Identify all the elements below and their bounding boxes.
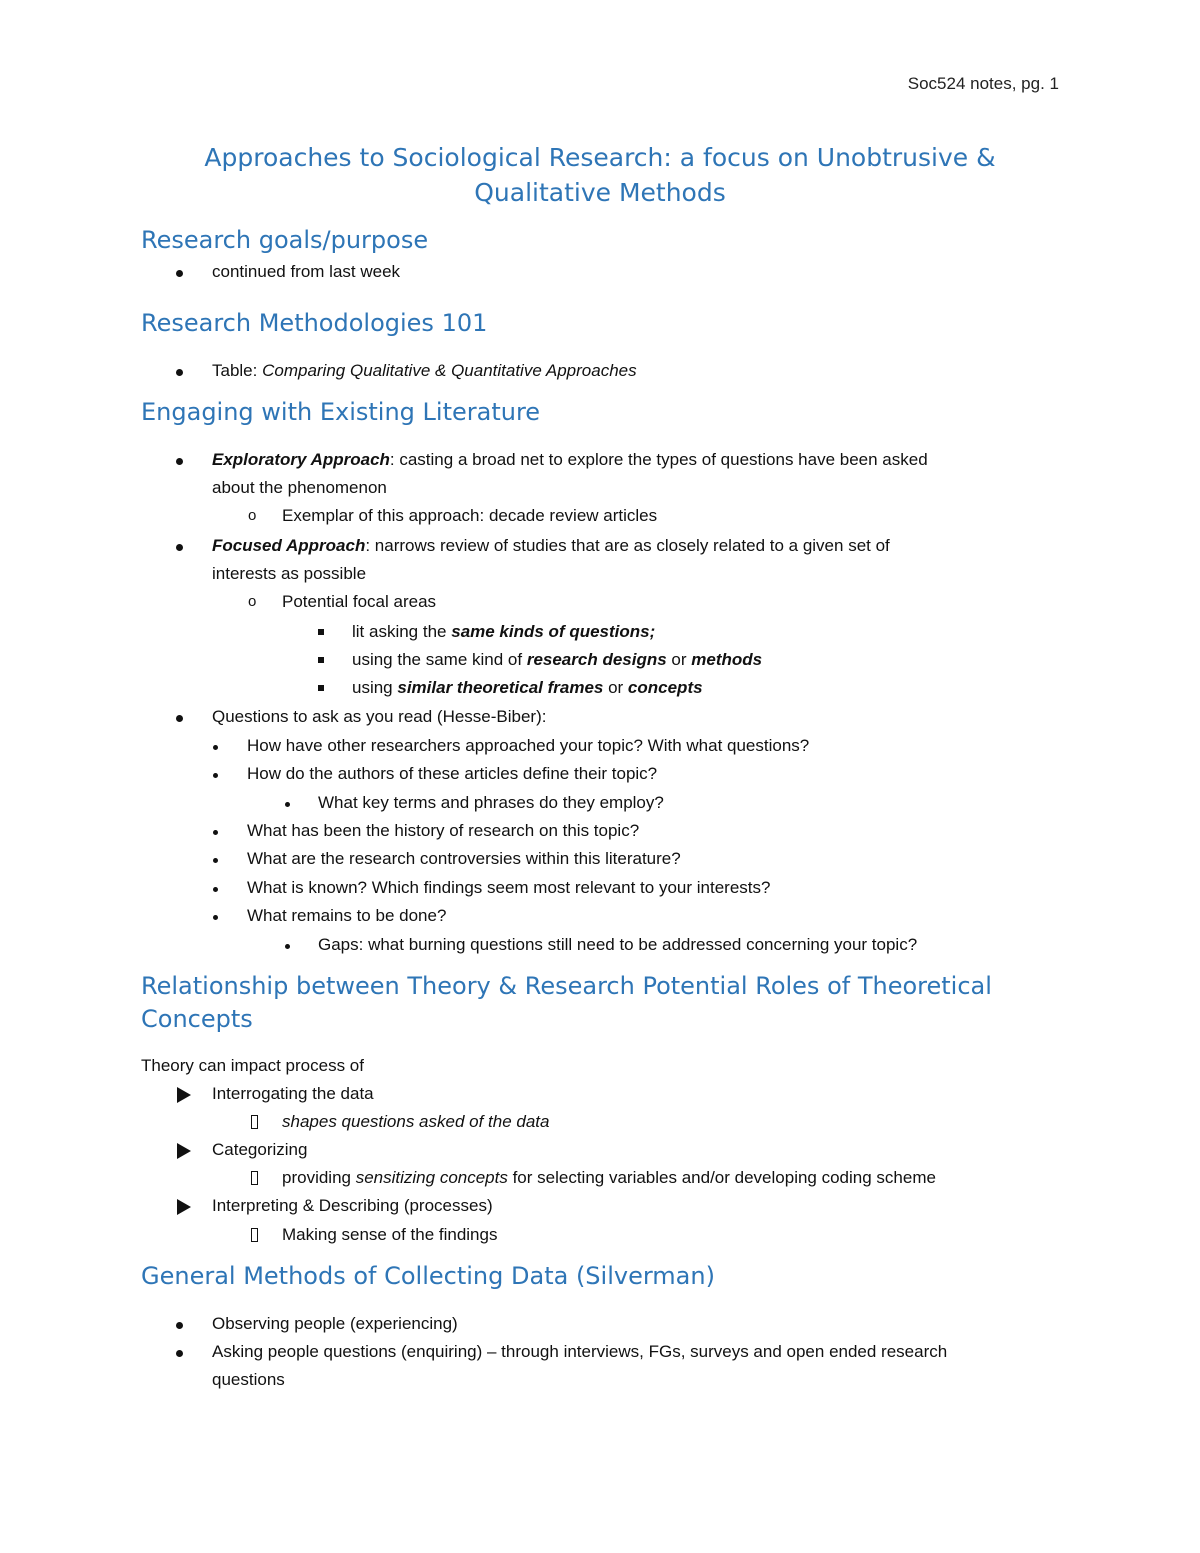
methodologies-item: Table: Comparing Qualitative & Quantitative Approaches — [212, 361, 637, 380]
arrow-bullet-icon — [177, 1143, 191, 1159]
focal-area-2: using the same kind of research designs or methods — [352, 650, 763, 669]
exploratory-approach-cont: about the phenomenon — [212, 478, 387, 497]
heading-research-goals: Research goals/purpose — [141, 226, 429, 254]
bullet-icon — [213, 858, 218, 863]
bullet-icon — [176, 715, 183, 722]
square-bullet-icon — [318, 629, 324, 635]
theory-intro: Theory can impact process of — [141, 1056, 364, 1075]
bullet-icon — [213, 773, 218, 778]
focal-area-3: using similar theoretical frames or concepts — [352, 678, 703, 697]
exploratory-sub: Exemplar of this approach: decade review articles — [282, 506, 658, 525]
focal-areas: Potential focal areas — [282, 592, 437, 611]
bullet-icon — [285, 944, 290, 949]
bullet-icon — [176, 458, 183, 465]
heading-engaging-literature: Engaging with Existing Literature — [141, 398, 541, 426]
collecting-item-2: Asking people questions (enquiring) – through interviews, FGs, surveys and open ended research — [212, 1342, 948, 1361]
focused-approach: Focused Approach: narrows review of studies that are as closely related to a given set of — [212, 536, 890, 555]
question-6: What remains to be done? — [247, 906, 447, 925]
box-bullet-icon — [251, 1171, 258, 1185]
page-header: Soc524 notes, pg. 1 — [907, 74, 1059, 93]
collecting-item-2-cont: questions — [212, 1370, 285, 1389]
heading-research-methodologies: Research Methodologies 101 — [141, 309, 488, 337]
heading-collecting-data: General Methods of Collecting Data (Silverman) — [141, 1262, 715, 1290]
goals-item: continued from last week — [212, 262, 401, 281]
question-5: What is known? Which findings seem most relevant to your interests? — [247, 878, 771, 897]
question-1: How have other researchers approached your topic? With what questions? — [247, 736, 810, 755]
bullet-icon — [213, 887, 218, 892]
exploratory-approach: Exploratory Approach: casting a broad net to explore the types of questions have been asked — [212, 450, 928, 469]
collecting-item-1: Observing people (experiencing) — [212, 1314, 458, 1333]
theory-item-1: Interrogating the data — [212, 1084, 374, 1103]
question-2a: What key terms and phrases do they employ? — [318, 793, 664, 812]
question-6a: Gaps: what burning questions still need to be addressed concerning your topic? — [318, 935, 918, 954]
square-bullet-icon — [318, 685, 324, 691]
bullet-icon — [176, 1322, 183, 1329]
document-title: Approaches to Sociological Research: a focus on Unobtrusive & Qualitative Methods — [204, 143, 996, 207]
theory-item-3: Interpreting & Describing (processes) — [212, 1196, 493, 1215]
bullet-icon — [176, 369, 183, 376]
theory-item-1-sub: shapes questions asked of the data — [282, 1112, 550, 1131]
bullet-icon — [176, 270, 183, 277]
theory-item-3-sub: Making sense of the findings — [282, 1225, 498, 1244]
question-3: What has been the history of research on this topic? — [247, 821, 640, 840]
question-2: How do the authors of these articles define their topic? — [247, 764, 658, 783]
hollow-circle-icon: o — [248, 507, 257, 524]
bullet-icon — [213, 745, 218, 750]
focal-area-1: lit asking the same kinds of questions; — [352, 622, 656, 641]
bullet-icon — [213, 915, 218, 920]
bullet-icon — [176, 544, 183, 551]
arrow-bullet-icon — [177, 1087, 191, 1103]
theory-item-2-sub: providing sensitizing concepts for selecting variables and/or developing coding scheme — [282, 1168, 936, 1187]
arrow-bullet-icon — [177, 1199, 191, 1215]
bullet-icon — [285, 802, 290, 807]
bullet-icon — [213, 830, 218, 835]
theory-item-2: Categorizing — [212, 1140, 308, 1159]
box-bullet-icon — [251, 1228, 258, 1242]
hollow-circle-icon: o — [248, 593, 257, 610]
square-bullet-icon — [318, 657, 324, 663]
question-4: What are the research controversies within this literature? — [247, 849, 681, 868]
box-bullet-icon — [251, 1115, 258, 1129]
focused-approach-cont: interests as possible — [212, 564, 367, 583]
bullet-icon — [176, 1350, 183, 1357]
questions-intro: Questions to ask as you read (Hesse-Biber): — [212, 707, 547, 726]
heading-theory-research: Relationship between Theory & Research Potential Roles of Theoretical Concepts — [141, 972, 992, 1033]
